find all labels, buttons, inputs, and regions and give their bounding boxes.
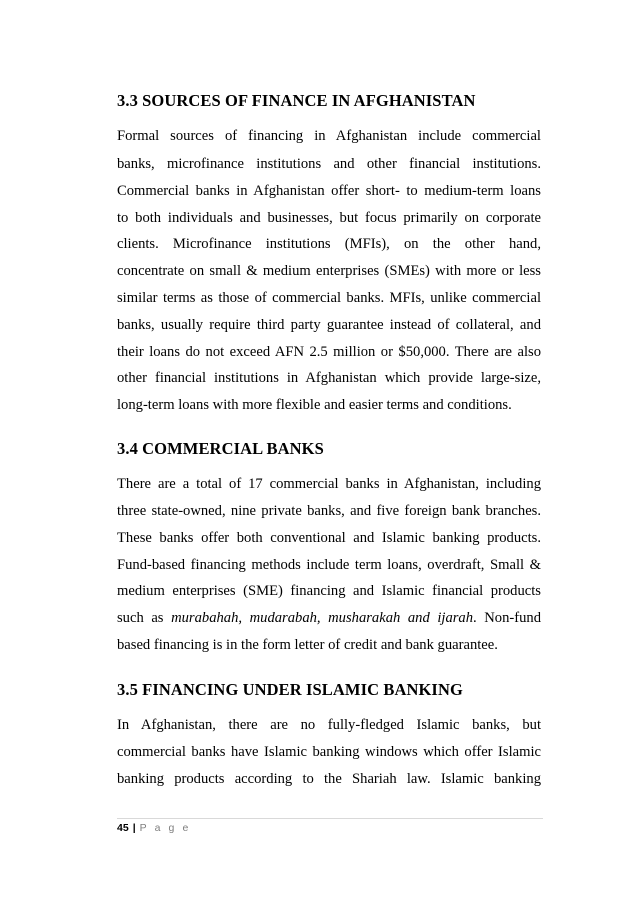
section-heading-3-5: 3.5 FINANCING UNDER ISLAMIC BANKING: [117, 680, 463, 699]
section-heading-3-3: 3.3 SOURCES OF FINANCE IN AFGHANISTAN: [117, 91, 476, 110]
paragraph-line: Fund-based financing methods include term loans, overdraft, Small &: [117, 557, 541, 573]
paragraph-line: long-term loans with more flexible and easier terms and conditions.: [117, 397, 512, 413]
paragraph-line: Commercial banks in Afghanistan offer short- to medium-term loans: [117, 183, 541, 199]
paragraph-line: clients. Microfinance institutions (MFIs), on the other hand,: [117, 236, 541, 252]
paragraph-line: In Afghanistan, there are no fully-fledged Islamic banks, but: [117, 717, 541, 733]
section-heading-3-4: 3.4 COMMERCIAL BANKS: [117, 439, 324, 458]
paragraph-line: banks, usually require third party guarantee instead of collateral, and: [117, 317, 541, 333]
paragraph-line: based financing is in the form letter of credit and bank guarantee.: [117, 637, 498, 653]
page-number: 45: [117, 822, 129, 834]
paragraph-line: medium enterprises (SME) financing and Islamic financial products: [117, 583, 541, 599]
paragraph-line: their loans do not exceed AFN 2.5 million or $50,000. There are also: [117, 344, 541, 360]
italic-terms: murabahah, mudarabah, musharakah and ijarah: [171, 610, 474, 626]
footer-divider: [117, 818, 543, 819]
paragraph-line: There are a total of 17 commercial banks in Afghanistan, including: [117, 476, 541, 492]
paragraph-line: similar terms as those of commercial banks. MFIs, unlike commercial: [117, 290, 541, 306]
paragraph-line: banking products according to the Shariah law. Islamic banking: [117, 771, 541, 787]
paragraph-line: concentrate on small & medium enterprises (SMEs) with more or less: [117, 263, 541, 279]
paragraph-line: These banks offer both conventional and Islamic banking products.: [117, 530, 541, 546]
paragraph-line: commercial banks have Islamic banking windows which offer Islamic: [117, 744, 541, 760]
page-footer: [117, 822, 191, 834]
line-text: such as: [117, 610, 164, 626]
footer-separator: |: [132, 822, 136, 834]
paragraph-line: banks, microfinance institutions and other financial institutions.: [117, 156, 541, 172]
page-label: P a g e: [139, 822, 191, 834]
paragraph-line: to both individuals and businesses, but focus primarily on corporate: [117, 210, 541, 226]
line-text-tail: . Non-fund: [473, 610, 542, 626]
paragraph-line: three state-owned, nine private banks, and five foreign bank branches.: [117, 503, 541, 519]
paragraph-line: other financial institutions in Afghanistan which provide large-size,: [117, 370, 541, 386]
paragraph-line-mixed: [117, 609, 541, 627]
paragraph-line: Formal sources of financing in Afghanistan include commercial: [117, 128, 541, 144]
